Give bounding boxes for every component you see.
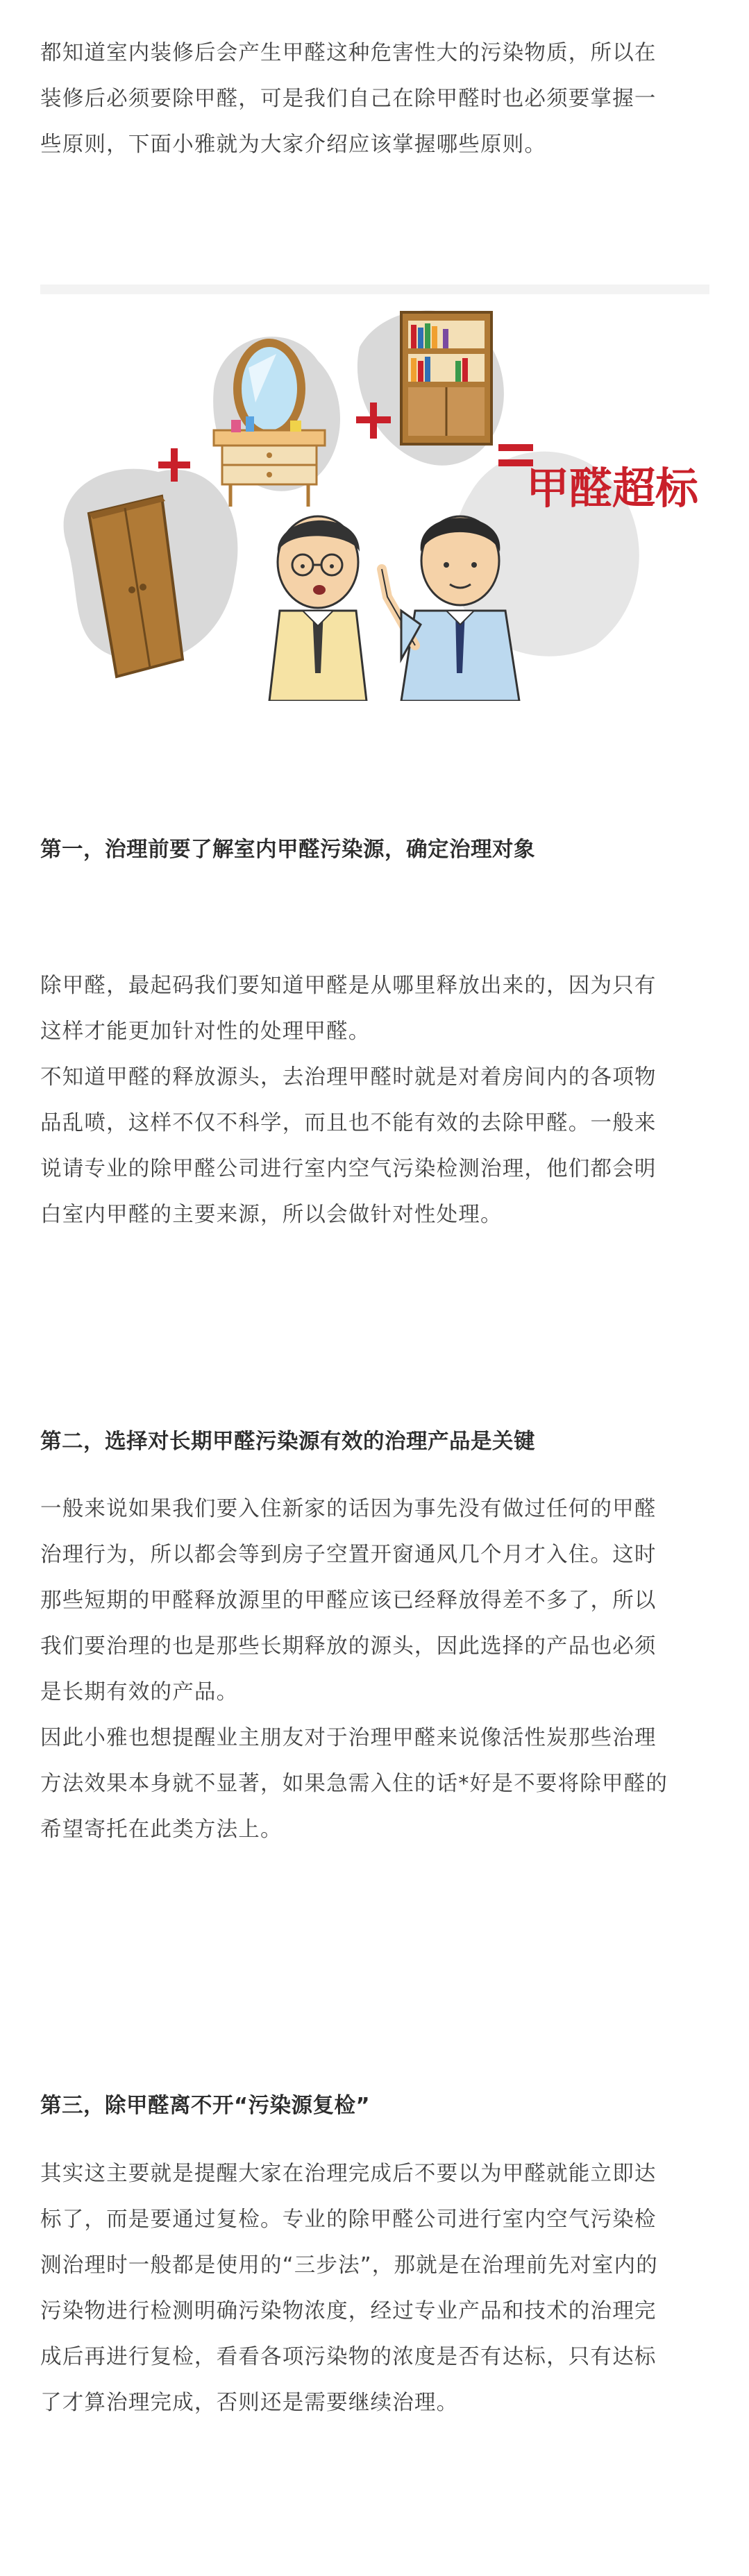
intro-line: 都知道室内装修后会产生甲醛这种危害性大的污染物质，所以在 [40, 41, 657, 65]
intro-line: 些原则，下面小雅就为大家介绍应该掌握哪些原则。 [40, 133, 547, 157]
paragraph-line: 标了，而是要通过复检。专业的除甲醛公司进行室内空气污染检 [40, 2208, 657, 2232]
paragraph-line: 治理行为，所以都会等到房子空置开窗通风几个月才入住。这时 [40, 1543, 657, 1567]
paragraph-line: 说请专业的除甲醛公司进行室内空气污染检测治理，他们都会明 [40, 1157, 657, 1181]
section2-heading: 第二，选择对长期甲醛污染源有效的治理产品是关键 [40, 1430, 535, 1454]
paragraph-line: 希望寄托在此类方法上。 [40, 1817, 283, 1842]
section3-heading: 第三，除甲醛离不开“污染源复检” [40, 2094, 371, 2118]
paragraph-line: 方法效果本身就不显著，如果急需入住的话*好是不要将除甲醛的 [40, 1772, 668, 1796]
paragraph-line: 我们要治理的也是那些长期释放的源头，因此选择的产品也必须 [40, 1634, 657, 1659]
intro-paragraph [40, 31, 657, 168]
paragraph-line: 那些短期的甲醛释放源里的甲醛应该已经释放得差不多了，所以 [40, 1588, 657, 1613]
section1-paragraph-1 [40, 963, 657, 1055]
paragraph-line: 一般来说如果我们要入住新家的话因为事先没有做过任何的甲醛 [40, 1497, 657, 1521]
paragraph-line: 不知道甲醛的释放源头，去治理甲醛时就是对着房间内的各项物 [40, 1065, 657, 1090]
section2-paragraph-2 [40, 1715, 668, 1853]
bookshelf-icon [401, 312, 491, 444]
section2-paragraph-1 [40, 1486, 657, 1715]
formaldehyde-exceeds-label: 甲醛超标 [526, 463, 699, 514]
section1-heading: 第一，治理前要了解室内甲醛污染源，确定治理对象 [40, 838, 535, 862]
paragraph-line: 其实这主要就是提醒大家在治理完成后不要以为甲醛就能立即达 [40, 2162, 657, 2186]
section3-paragraph-1 [40, 2151, 658, 2426]
paragraph-line: 除甲醛，最起码我们要知道甲醛是从哪里释放出来的，因为只有 [40, 974, 657, 998]
illustration [40, 285, 709, 701]
paragraph-line: 这样才能更加针对性的处理甲醛。 [40, 1019, 371, 1044]
intro-line: 装修后必须要除甲醛，可是我们自己在除甲醛时也必须要掌握一 [40, 87, 657, 111]
paragraph-line: 成后再进行复检，看看各项污染物的浓度是否有达标，只有达标 [40, 2345, 657, 2369]
paragraph-line: 白室内甲醛的主要来源，所以会做针对性处理。 [40, 1203, 503, 1227]
paragraph-line: 因此小雅也想提醒业主朋友对于治理甲醛来说像活性炭那些治理 [40, 1726, 657, 1750]
section1-paragraph-2 [40, 1055, 657, 1238]
paragraph-line: 污染物进行检测明确污染物浓度，经过专业产品和技术的治理完 [40, 2299, 657, 2323]
paragraph-line: 品乱喷，这样不仅不科学，而且也不能有效的去除甲醛。一般来 [40, 1111, 657, 1135]
paragraph-line: 测治理时一般都是使用的“三步法”，那就是在治理前先对室内的 [40, 2253, 658, 2278]
paragraph-line: 了才算治理完成，否则还是需要继续治理。 [40, 2391, 459, 2415]
paragraph-line: 是长期有效的产品。 [40, 1680, 239, 1704]
